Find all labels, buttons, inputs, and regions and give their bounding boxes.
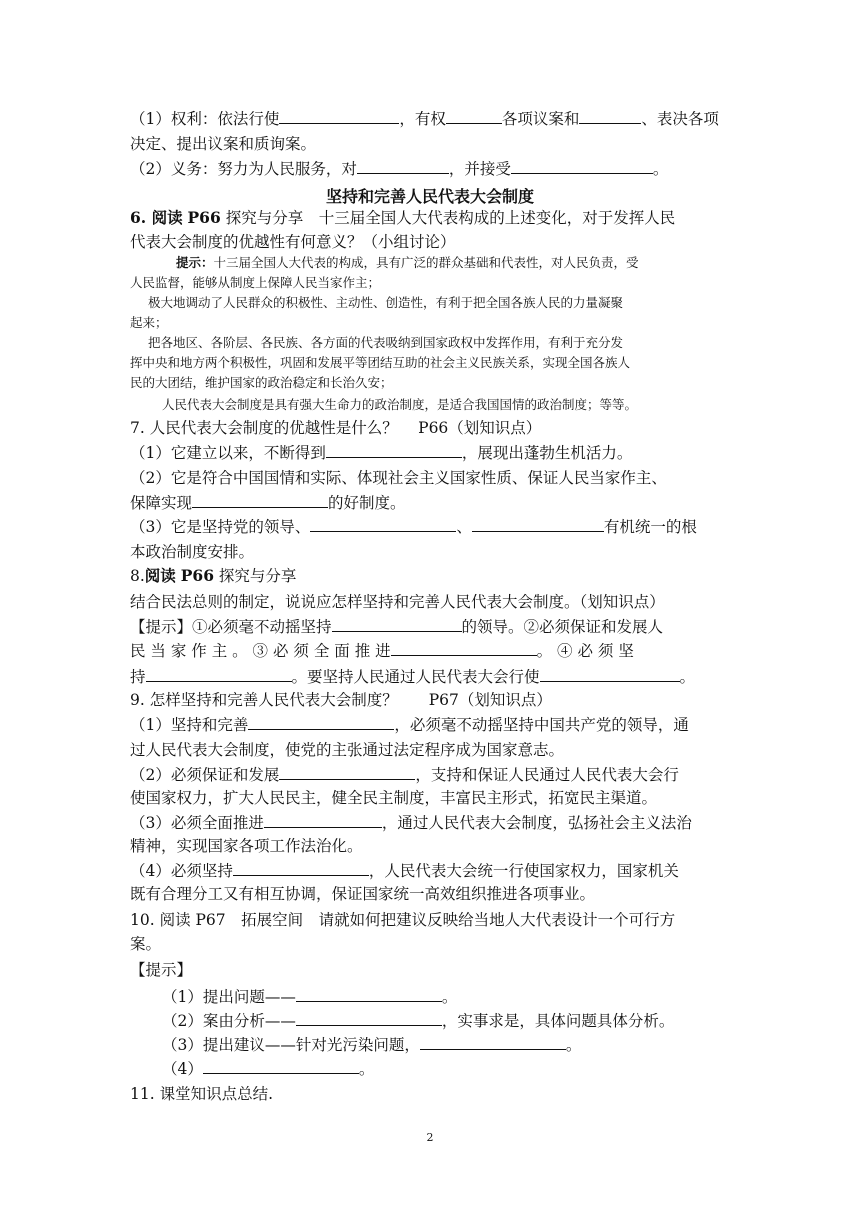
answer-blank[interactable] (279, 764, 415, 780)
text: （1）提出问题—— (162, 988, 296, 1006)
q10-item-1 (162, 986, 457, 1007)
text: （2）义务：努力为人民服务，对 (130, 160, 357, 178)
hint-line: 起来； (130, 315, 168, 330)
text: 【提示】①必须毫不动摇坚持 (130, 618, 332, 636)
text: 阅读 (144, 566, 176, 585)
q9-item-4 (130, 860, 679, 881)
answer-blank[interactable] (472, 516, 604, 532)
question-8 (130, 566, 296, 586)
text: 探究与分享 (218, 567, 297, 585)
duties-line (130, 158, 668, 179)
question-6 (130, 208, 675, 228)
text: 民 当 家 作 主 。 ③ 必 须 全 面 推 进 (130, 642, 391, 660)
q10-item-3 (162, 1034, 581, 1055)
q8-hint-2 (130, 640, 634, 661)
q9-item-1 (130, 714, 689, 735)
page-number: 2 (426, 1131, 434, 1144)
text: 十三届全国人大代表的构成，具有广泛的群众基础和代表性，对人民负责，受 (213, 255, 639, 270)
q7-item-2: （2）它是符合中国国情和实际、体现社会主义国家性质、保证人民当家作主、 (130, 469, 667, 487)
text: （3）提出建议——针对光污染问题， (162, 1036, 420, 1054)
text: （1）坚持和完善 (130, 716, 249, 734)
hint-line: 人民监督，能够从制度上保障人民当家作主； (130, 275, 381, 290)
q7-item-3 (130, 516, 697, 537)
answer-blank[interactable] (540, 666, 680, 682)
answer-blank[interactable] (511, 158, 653, 174)
text: 各项议案和 (501, 110, 580, 128)
question-10: 10. 阅读 P67 拓展空间 请就如何把建议反映给当地人大代表设计一个可行方 (130, 911, 676, 929)
text: ，通过人民代表大会制度，弘扬社会主义法治 (381, 814, 692, 832)
answer-blank[interactable] (446, 108, 502, 124)
text: 的好制度。 (328, 494, 406, 512)
answer-blank[interactable] (233, 860, 369, 876)
hint-line: 人民代表大会制度是具有强大生命力的政治制度，是适合我国国情的政治制度；等等。 (162, 397, 638, 412)
hint-line: 把各地区、各阶层、各民族、各方面的代表吸纳到国家政权中发挥作用，有利于充分发 (148, 335, 624, 350)
text: 。 (679, 668, 696, 686)
text: 的领导。②必须保证和发展人 (461, 618, 664, 636)
answer-blank[interactable] (332, 616, 462, 632)
text: （1）它建立以来，不断得到 (130, 444, 326, 462)
answer-blank[interactable] (203, 1058, 359, 1074)
rights-line (130, 108, 719, 129)
text: （4） (162, 1060, 203, 1078)
hint-line: 极大地调动了人民群众的积极性、主动性、创造性，有利于把全国各族人民的力量凝聚 (148, 295, 624, 310)
q10-hint-label: 【提示】 (130, 961, 193, 979)
answer-blank[interactable] (296, 986, 442, 1002)
text: ，有权 (399, 110, 446, 128)
answer-blank[interactable] (391, 640, 537, 656)
question-10-line-2: 案。 (130, 935, 162, 953)
hint-line (176, 254, 639, 272)
q7-item-2-line-2 (130, 492, 406, 513)
answer-blank[interactable] (279, 108, 399, 124)
question-9: 9. 怎样坚持和完善人民代表大会制度？ P67（划知识点） (130, 691, 552, 709)
q7-item-1 (130, 442, 632, 463)
question-7: 7. 人民代表大会制度的优越性是什么？ P66（划知识点） (130, 419, 542, 437)
text: ，支持和保证人民通过人民代表大会行 (415, 766, 679, 784)
answer-blank[interactable] (357, 158, 449, 174)
text: 有机统一的根 (603, 518, 697, 536)
hint-line: 民的大团结，维护国家的政治稳定和长治久安； (130, 375, 393, 390)
answer-blank[interactable] (264, 812, 382, 828)
text: 。 ④ 必 须 坚 (536, 642, 634, 660)
text: P66 (180, 566, 214, 585)
question-11: 11. 课堂知识点总结. (130, 1085, 274, 1103)
rights-line-2: 决定、提出议案和质询案。 (130, 135, 317, 153)
answer-blank[interactable] (579, 108, 641, 124)
section-title: 坚持和完善人民代表大会制度 (325, 187, 534, 206)
text: ，实事求是，具体问题具体分析。 (441, 1012, 675, 1030)
text: 保障实现 (130, 494, 193, 512)
q9-item-3 (130, 812, 692, 833)
text: 。要坚持人民通过人民代表大会行使 (291, 668, 540, 686)
text: ，展现出蓬勃生机活力。 (461, 444, 633, 462)
q8-hint-3 (130, 666, 695, 687)
text: 。 (358, 1060, 375, 1078)
text: 8. (130, 567, 145, 585)
answer-blank[interactable] (326, 442, 462, 458)
text: 。 (565, 1036, 582, 1054)
text: ，并接受 (448, 160, 511, 178)
answer-blank[interactable] (310, 516, 456, 532)
q10-item-4 (162, 1058, 374, 1079)
hint-line: 挥中央和地方两个积极性，巩固和发展平等团结互助的社会主义民族关系，实现全国各族人 (130, 355, 631, 370)
text: （2）案由分析—— (162, 1012, 296, 1030)
text: 持 (130, 668, 146, 686)
hint-label: 提示： (176, 255, 214, 270)
q9-item-4-line-2: 既有合理分工又有相互协调，保证国家统一高效组织推进各项事业。 (130, 885, 596, 903)
question-8-line-2: 结合民法总则的制定，说说应怎样坚持和完善人民代表大会制度。（划知识点） (130, 593, 665, 611)
answer-blank[interactable] (296, 1010, 442, 1026)
q9-item-2 (130, 764, 679, 785)
text: 探究与分享 十三届全国人大代表构成的上述变化，对于发挥人民 (225, 209, 676, 227)
text: 6. 阅读 (130, 208, 183, 227)
q7-item-3-line-2: 本政治制度安排。 (130, 543, 255, 561)
text: 、 (456, 518, 472, 536)
q10-item-2 (162, 1010, 674, 1031)
text: ，必须毫不动摇坚持中国共产党的领导，通 (394, 716, 689, 734)
text: （3）必须全面推进 (130, 814, 264, 832)
q8-hint-1 (130, 616, 663, 637)
text: 。 (441, 988, 458, 1006)
q9-item-1-line-2: 过人民代表大会制度，使党的主张通过法定程序成为国家意志。 (130, 741, 565, 759)
answer-blank[interactable] (192, 492, 328, 508)
q9-item-2-line-2: 使国家权力，扩大人民民主，健全民主制度，丰富民主形式，拓宽民主渠道。 (130, 789, 658, 807)
answer-blank[interactable] (146, 666, 292, 682)
answer-blank[interactable] (420, 1034, 566, 1050)
text: （4）必须坚持 (130, 862, 233, 880)
text: （2）必须保证和发展 (130, 766, 280, 784)
text: ，人民代表大会统一行使国家权力，国家机关 (368, 862, 679, 880)
text: （1）权利：依法行使 (130, 110, 280, 128)
text: P66 (187, 208, 221, 227)
answer-blank[interactable] (248, 714, 394, 730)
text: 、表决各项 (641, 110, 719, 128)
text: 。 (652, 160, 669, 178)
question-6-line-2: 代表大会制度的优越性有何意义？（小组讨论） (130, 233, 456, 251)
text: （3）它是坚持党的领导、 (130, 518, 311, 536)
q9-item-3-line-2: 精神，实现国家各项工作法治化。 (130, 837, 363, 855)
